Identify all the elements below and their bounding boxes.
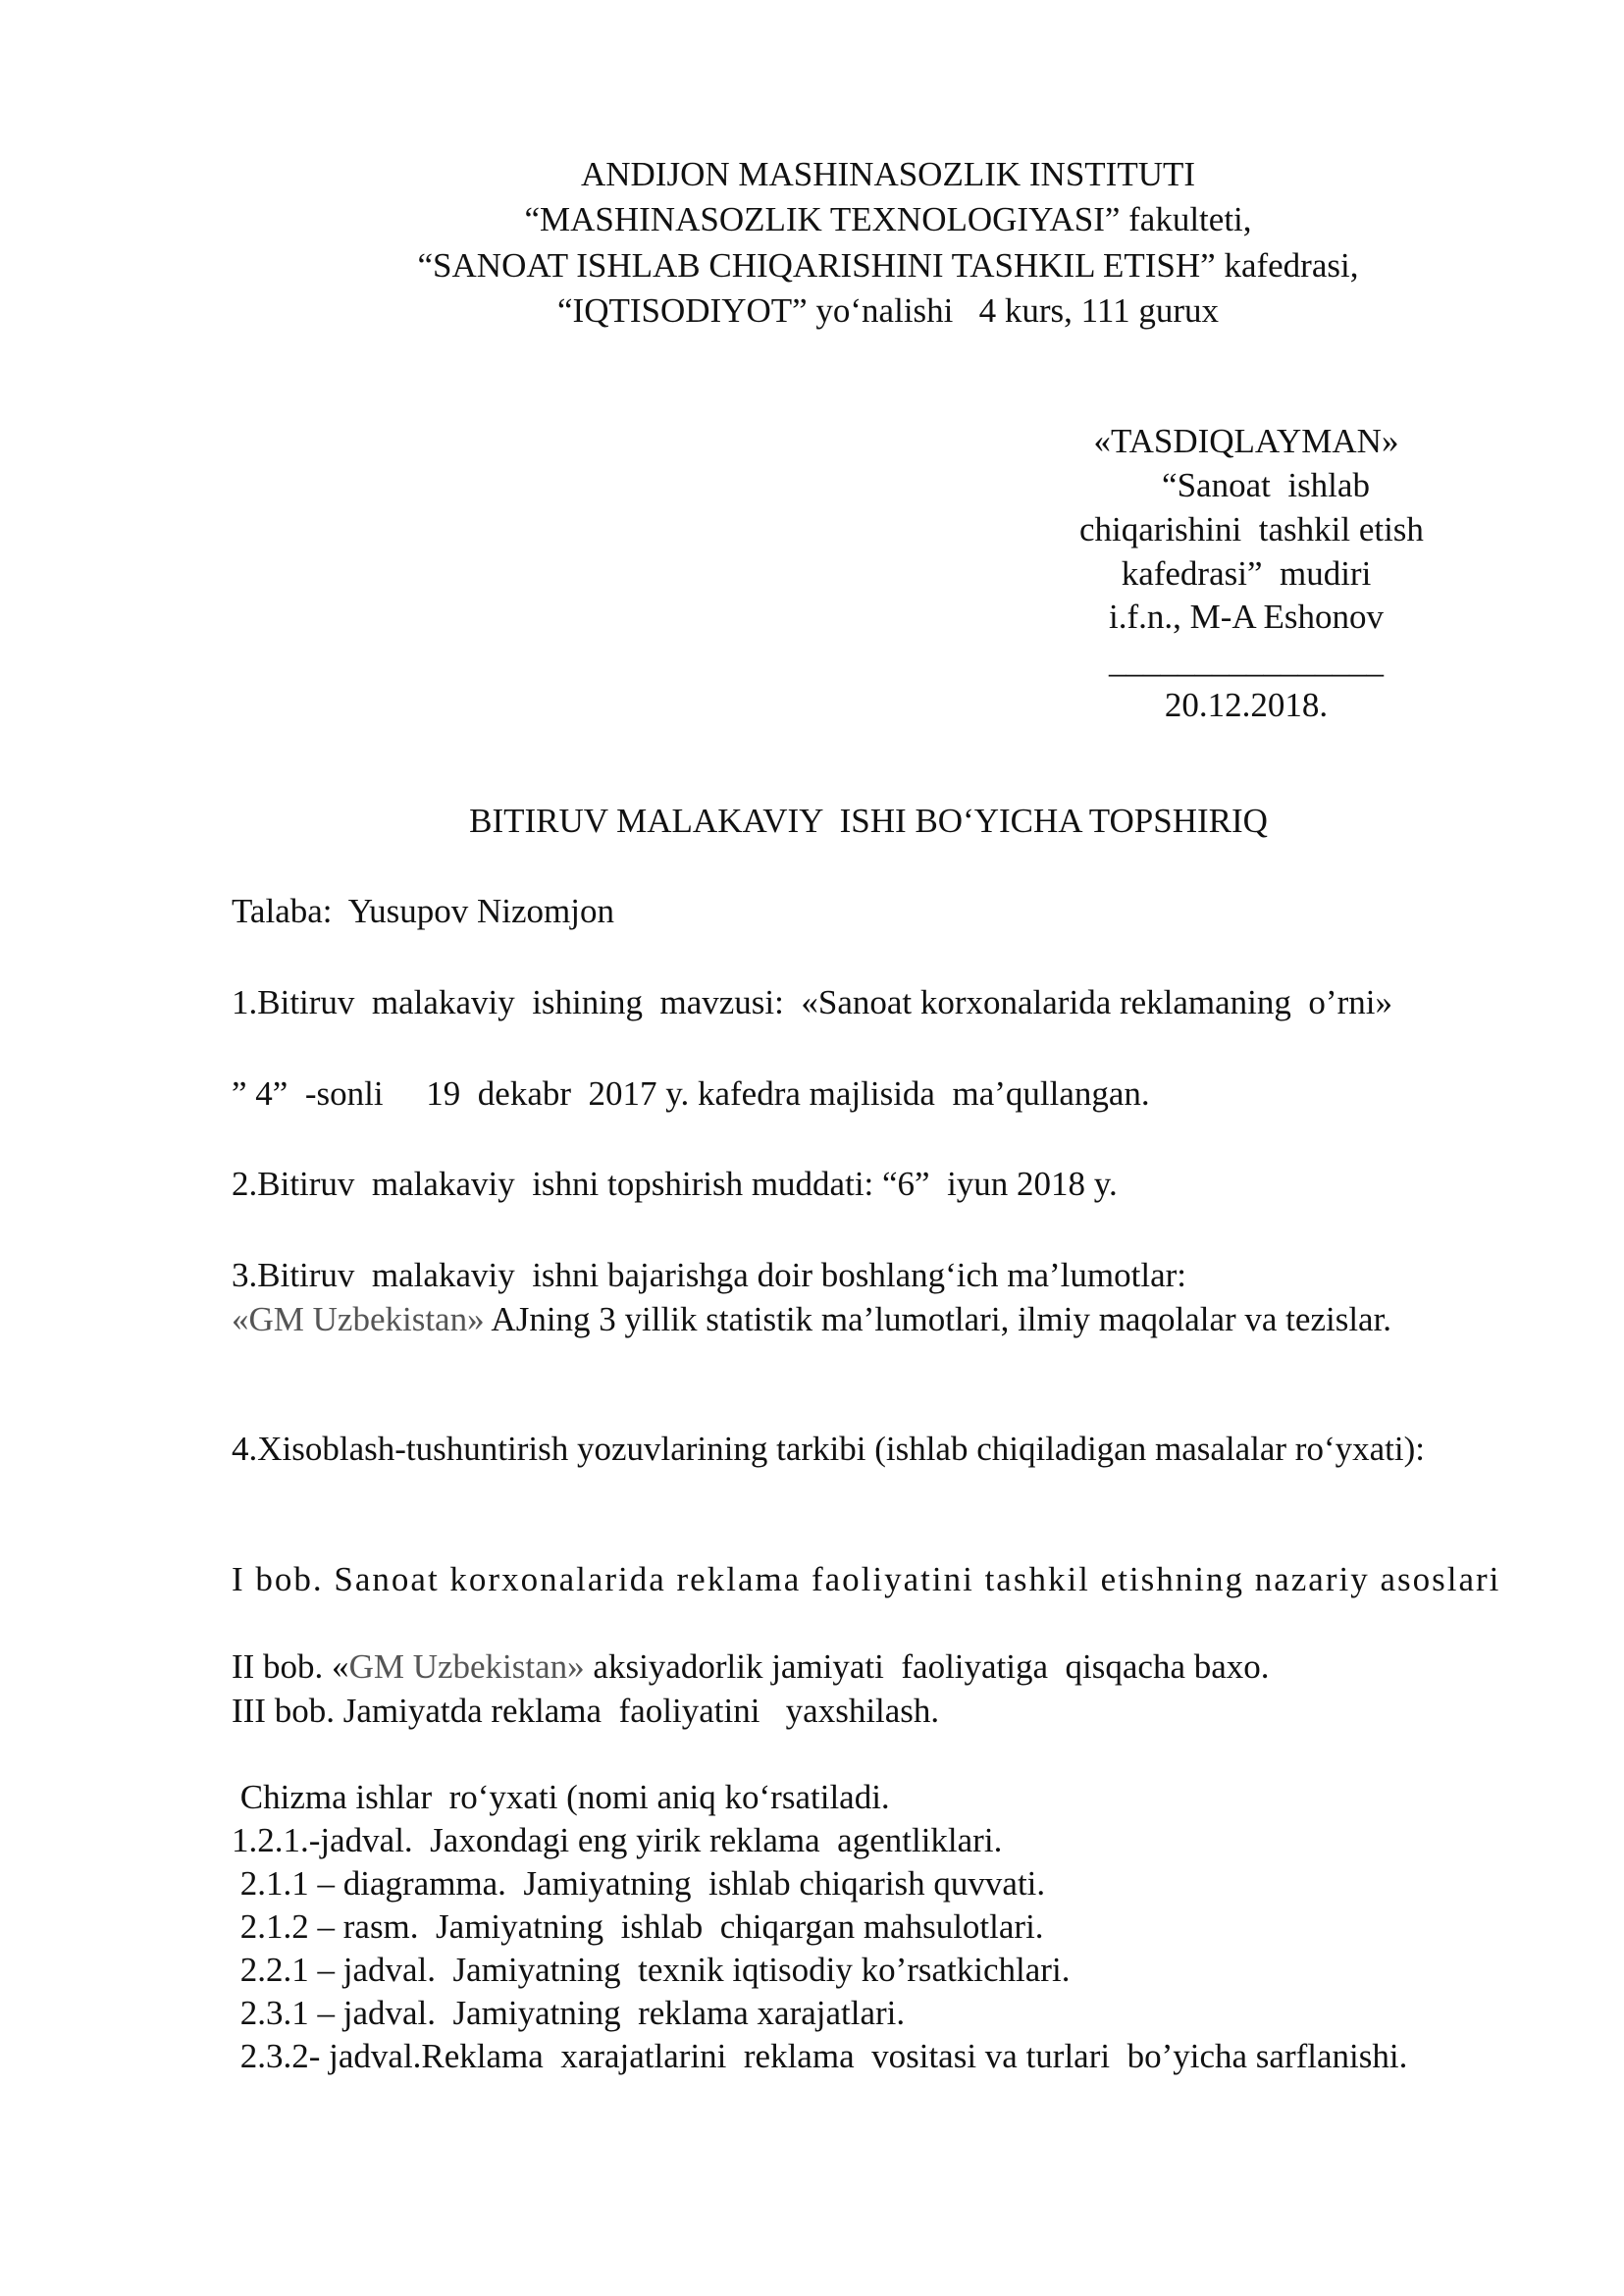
header-line-institute: ANDIJON MASHINASOZLIK INSTITUTI bbox=[580, 155, 1196, 193]
approval-signer: i.f.n., M-A Eshonov bbox=[1109, 598, 1384, 636]
company-name: «GM Uzbekistan» bbox=[232, 1300, 485, 1338]
document-title: BITIRUV MALAKAVIY ISHI BO‘YICHA TOPSHIRIQ bbox=[469, 802, 1268, 840]
drawing-item: 2.3.1 – jadval. Jamiyatning reklama xarajatlari. bbox=[232, 1994, 906, 2032]
drawing-item: 1.2.1.-jadval. Jaxondagi eng yirik reklama agentliklari. bbox=[232, 1821, 1003, 1859]
header-line-faculty: “MASHINASOZLIK TEXNOLOGIYASI” fakulteti, bbox=[524, 200, 1252, 238]
contents-heading: 4.Xisoblash-tushuntirish yozuvlarining tarkibi (ishlab chiqiladigan masalalar ro‘yxati): bbox=[232, 1430, 1425, 1468]
drawings-heading: Chizma ishlar ro‘yxati (nomi aniq ko‘rsatiladi. bbox=[232, 1778, 890, 1816]
approval-date: 20.12.2018. bbox=[1164, 686, 1329, 724]
drawing-item: 2.3.2- jadval.Reklama xarajatlarini reklama vositasi va turlari bo’yicha sarflanishi. bbox=[232, 2037, 1408, 2075]
student-name: Talaba: Yusupov Nizomjon bbox=[232, 892, 614, 930]
drawing-item: 2.1.2 – rasm. Jamiyatning ishlab chiqargan mahsulotlari. bbox=[232, 1907, 1044, 1946]
drawing-item: 2.2.1 – jadval. Jamiyatning texnik iqtisodiy ko’rsatkichlari. bbox=[232, 1951, 1071, 1989]
approval-meeting: ” 4” -sonli 19 dekabr 2017 y. kafedra majlisida ma’qullangan. bbox=[232, 1074, 1150, 1113]
approval-heading: «TASDIQLAYMAN» bbox=[1093, 422, 1399, 460]
initial-data-text bbox=[232, 1298, 1517, 1341]
header-line-direction: “IQTISODIYOT” yo‘nalishi 4 kurs, 111 gurux bbox=[557, 291, 1219, 330]
company-name: GM Uzbekistan» bbox=[348, 1647, 585, 1686]
header-line-department: “SANOAT ISHLAB CHIQARISHINI TASHKIL ETISH” kafedrasi, bbox=[417, 246, 1359, 285]
submission-deadline: 2.Bitiruv malakaviy ishni topshirish muddati: “6” iyun 2018 y. bbox=[232, 1165, 1118, 1203]
chapter-3: III bob. Jamiyatda reklama faoliyatini yaxshilash. bbox=[232, 1692, 940, 1730]
initial-data-rest: AJning 3 yillik statistik ma’lumotlari, ilmiy maqolalar va tezislar. bbox=[484, 1300, 1392, 1338]
thesis-topic: 1.Bitiruv malakaviy ishining mavzusi: «Sanoat korxonalarida reklamaning o’rni» bbox=[232, 983, 1392, 1021]
chapter-2-prefix: II bob. « bbox=[232, 1647, 349, 1686]
initial-data-heading: 3.Bitiruv malakaviy ishni bajarishga doir boshlang‘ich ma’lumotlar: bbox=[232, 1256, 1186, 1294]
approval-line-3: kafedrasi” mudiri bbox=[1121, 554, 1372, 593]
signature-line: ________________ bbox=[1109, 642, 1384, 680]
chapter-2-rest: aksiyadorlik jamiyati faoliyatiga qisqacha baxo. bbox=[584, 1647, 1270, 1686]
approval-line-1: “Sanoat ishlab bbox=[1162, 466, 1370, 504]
chapter-2 bbox=[232, 1645, 1517, 1689]
approval-line-2: chiqarishini tashkil etish bbox=[1079, 510, 1424, 548]
drawing-item: 2.1.1 – diagramma. Jamiyatning ishlab chiqarish quvvati. bbox=[232, 1864, 1046, 1903]
chapter-1: I bob. Sanoat korxonalarida reklama faoliyatini tashkil etishning nazariy asoslari bbox=[232, 1560, 1501, 1598]
